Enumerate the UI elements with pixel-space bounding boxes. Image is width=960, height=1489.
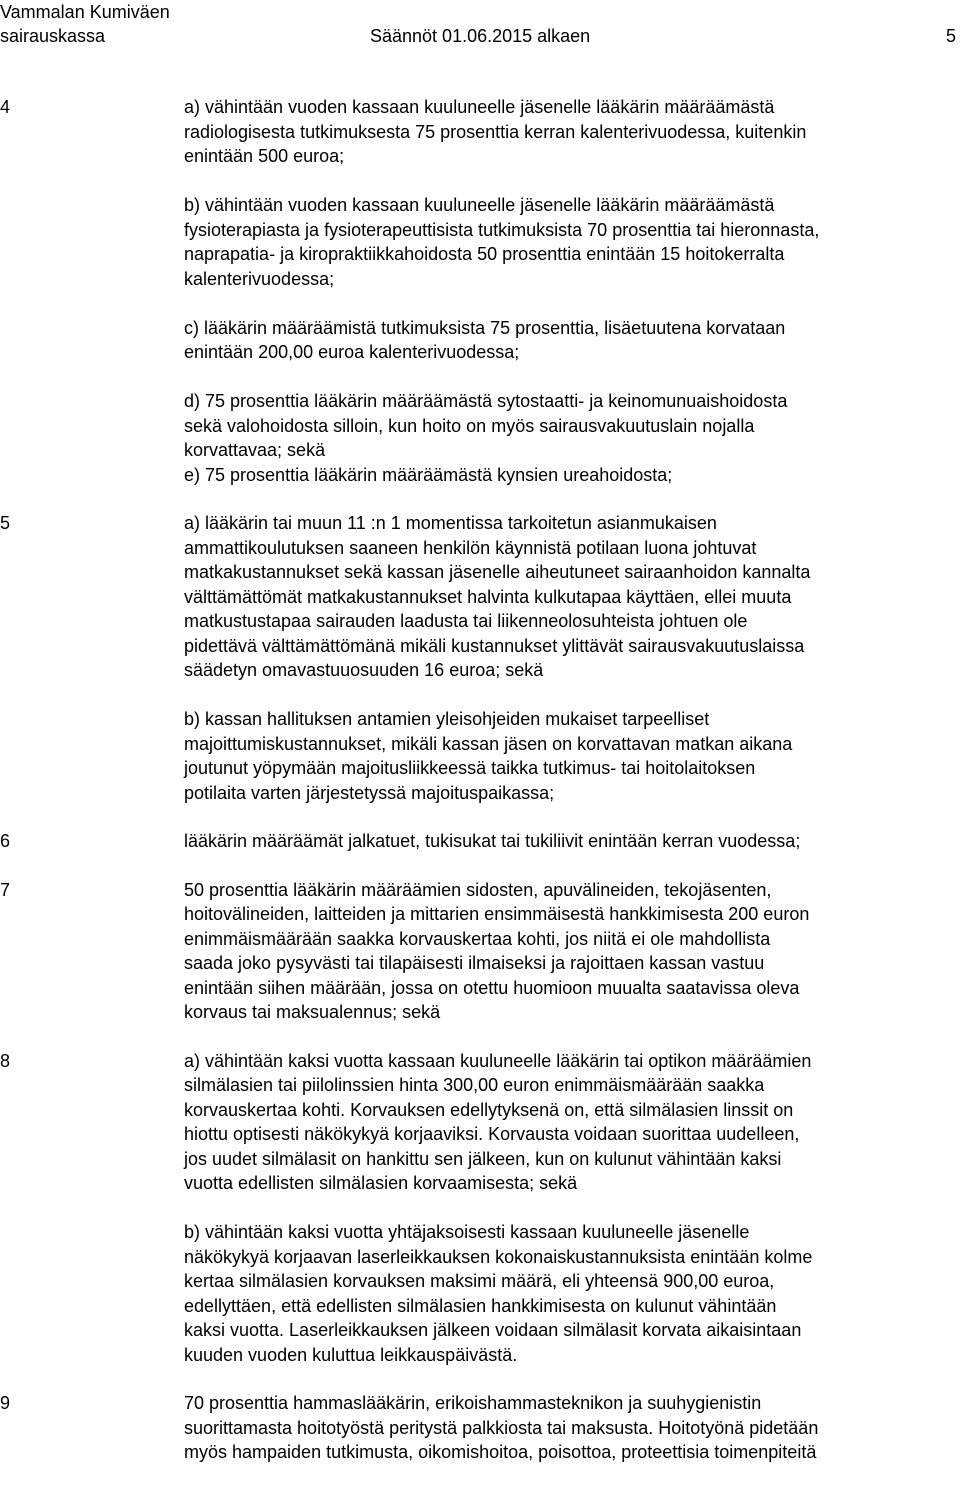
paragraph-4a: a) vähintään vuoden kassaan kuuluneelle jäsenelle lääkärin määräämästä radiologisesta tutkimuksesta 75 prosenttia kerran kalenterivuodessa, kuitenkin enintään 500 euroa;: [184, 97, 807, 166]
section-number: 5: [0, 513, 11, 533]
section-8: [0, 1049, 960, 1368]
organization-name-line1: Vammalan Kumiväen: [0, 2, 170, 22]
page-header: [0, 0, 960, 44]
section-number: 6: [0, 831, 11, 851]
section-number: 8: [0, 1050, 11, 1071]
section-body: [184, 511, 960, 805]
section-4: [0, 95, 960, 487]
paragraph-5a: a) lääkärin tai muun 11 :n 1 momentissa tarkoitetun asianmukaisen ammattikoulutuksen saaneen henkilön käynnistä potilaan luona johtuvat matkakustannukset sekä kassan jäsenelle aiheutuneet sairaanhoidon kannalta välttämättömät matkakustannukset halvinta kulkutapaa käyttäen, ellei muuta matkustustapaa sairauden laadusta tai liikenneolosuhteista johtuen ole pidettävä välttämättömänä mikäli kustannukset ylittävät sairausvakuutuslaissa säädetyn omavastuuosuuden 16 euroa; sekä: [184, 513, 811, 680]
section-number: 9: [0, 1393, 11, 1413]
section-body: [184, 878, 960, 1025]
section-9: [0, 1391, 960, 1465]
organization-name-line2: sairauskassa: [0, 26, 106, 46]
section-7: [0, 878, 960, 1025]
paragraph-4e: e) 75 prosenttia lääkärin määräämästä kynsien ureahoidosta;: [184, 464, 673, 485]
organization-name: [0, 0, 170, 48]
paragraph-8b: b) vähintään kaksi vuotta yhtäjaksoisesti kassaan kuuluneelle jäsenelle näkökykyä korjaavan laserleikkauksen kokonaiskustannuksista enintään kolme kertaa silmälasien korvauksen maksimi määrä, eli yhteensä 900,00 euroa, edellyttäen, että edellisten silmälasien hankkimisesta on kulunut vähintään kaksi vuotta. Laserleikkauksen jälkeen voidaan silmälasit korvata aikaisintaan kuuden vuoden kuluttua leikkauspäivästä.: [184, 1222, 813, 1365]
section-6: [0, 829, 960, 854]
section-body: [184, 95, 960, 487]
paragraph-4c: c) lääkärin määräämistä tutkimuksista 75 prosenttia, lisäetuutena korvataan enintään 200,00 euroa kalenterivuodessa;: [184, 317, 786, 362]
section-number: 7: [0, 879, 11, 900]
section-number: 4: [0, 97, 11, 117]
rules-date: Säännöt 01.06.2015 alkaen: [370, 26, 591, 46]
paragraph-6: lääkärin määräämät jalkatuet, tukisukat tai tukiliivit enintään kerran vuodessa;: [184, 831, 801, 851]
page-number: 5: [945, 26, 956, 46]
section-body: [184, 829, 960, 854]
paragraph-7: 50 prosenttia lääkärin määräämien sidosten, apuvälineiden, tekojäsenten, hoitovälineiden, laitteiden ja mittarien ensimmäisestä hankkimisesta 200 euron enimmäismäärään saakka korvauskertaa kohti, jos niitä ei ole mahdollista saada joko pysyvästi tai tilapäisesti ilmaiseksi ja rajoittaen kassan vastuu enintään siihen määrään, jossa on otettu huomioon muualta saatavissa oleva korvaus tai maksualennus; sekä: [184, 879, 810, 1022]
paragraph-4b: b) vähintään vuoden kassaan kuuluneelle jäsenelle lääkärin määräämästä fysioterapiasta ja fysioterapeuttisista tutkimuksista 70 prosenttia tai hieronnasta, naprapatia- ja kiropraktiikkahoidosta 50 prosenttia enintään 15 hoitokerralta kalenterivuodessa;: [184, 195, 820, 289]
paragraph-5b: b) kassan hallituksen antamien yleisohjeiden mukaiset tarpeelliset majoittumiskustannukset, mikäli kassan jäsen on korvattavan matkan aikana joutunut yöpymään majoitusliikkeessä taikka tutkimus- tai hoitolaitoksen potilaita varten järjestetyssä majoituspaikassa;: [184, 709, 793, 803]
paragraph-9: 70 prosenttia hammaslääkärin, erikoishammasteknikon ja suuhygienistin suorittamasta hoitotyöstä peritystä palkkiosta tai maksusta. Hoitotyönä pidetään myös hampaiden tutkimusta, oikomishoitoa, poisottoa, proteettisia toimenpiteitä: [184, 1393, 819, 1462]
paragraph-8a: a) vähintään kaksi vuotta kassaan kuuluneelle lääkärin tai optikon määräämien silmälasien tai piilolinssien hinta 300,00 euron enimmäismäärään saakka korvauskertaa kohti. Korvauksen edellytyksenä on, että silmälasien linssit on hiottu optisesti näkökykyä korjaaviksi. Korvausta voidaan suorittaa uudelleen, jos uudet silmälasit on hankittu sen jälkeen, kun on kulunut vähintään kaksi vuotta edellisten silmälasien korvaamisesta; sekä: [184, 1050, 812, 1193]
section-body: [184, 1391, 960, 1465]
paragraph-4d: d) 75 prosenttia lääkärin määräämästä sytostaatti- ja keinomunuaishoidosta sekä valohoidosta silloin, kun hoito on myös sairausvakuutuslain nojalla korvattavaa; sekä: [184, 391, 788, 460]
section-body: [184, 1049, 960, 1368]
rules-sections: [0, 95, 960, 1489]
section-5: [0, 511, 960, 805]
